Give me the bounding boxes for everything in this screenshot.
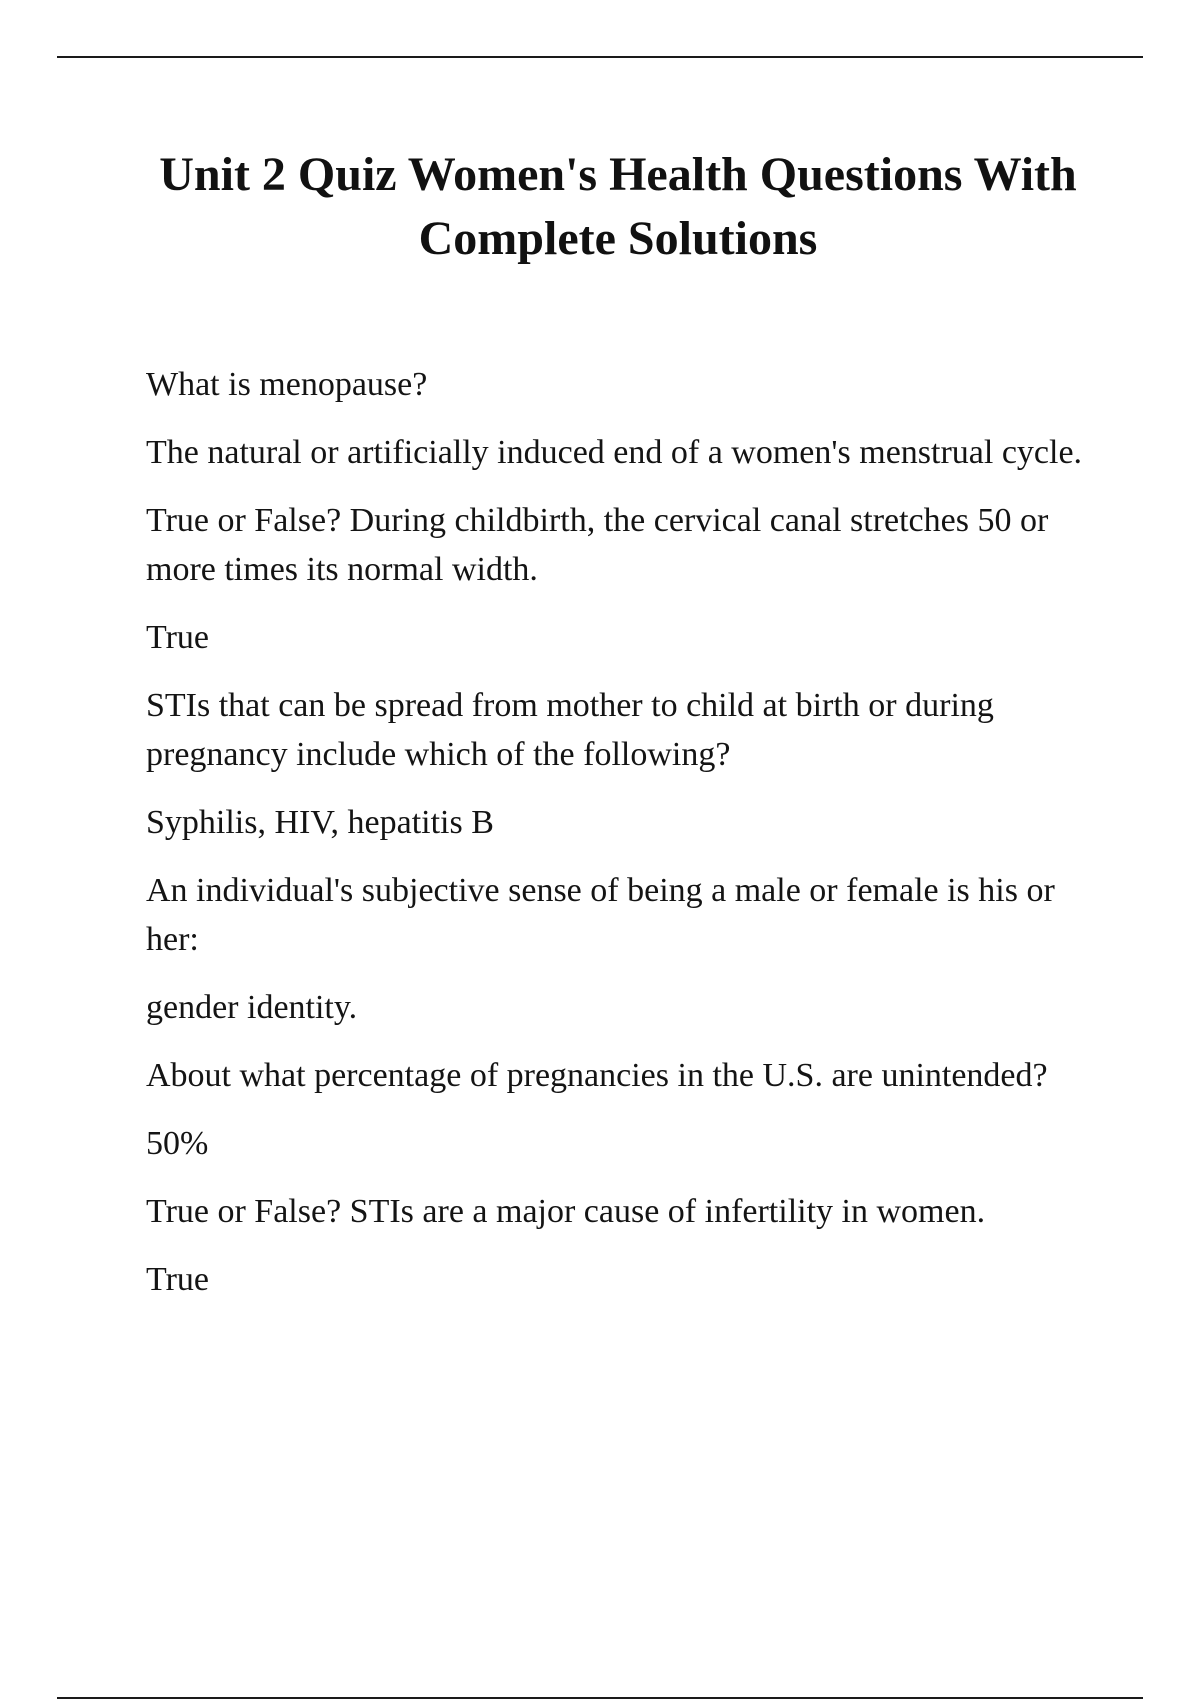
question-text: True or False? STIs are a major cause of infertility in women. <box>146 1193 986 1230</box>
qa-list <box>146 360 1096 1323</box>
question-text: What is menopause? <box>146 366 428 403</box>
header-rule <box>57 56 1143 58</box>
question-text: About what percentage of pregnancies in the U.S. are unintended? <box>146 1057 1048 1094</box>
footer-rule <box>57 1697 1143 1699</box>
question-text: STIs that can be spread from mother to child at birth or during pregnancy include which of the following? <box>146 687 994 773</box>
question-text: An individual's subjective sense of being a male or female is his or her: <box>146 872 1055 958</box>
answer-text: True <box>146 1261 209 1298</box>
answer-text: True <box>146 619 209 656</box>
question-text: True or False? During childbirth, the cervical canal stretches 50 or more times its normal width. <box>146 502 1049 588</box>
document-title: Unit 2 Quiz Women's Health Questions With Complete Solutions <box>159 148 1077 265</box>
answer-text: gender identity. <box>146 989 358 1026</box>
answer-text: The natural or artificially induced end of a women's menstrual cycle. <box>146 434 1083 471</box>
answer-text: 50% <box>146 1125 209 1162</box>
answer-text: Syphilis, HIV, hepatitis B <box>146 804 494 841</box>
